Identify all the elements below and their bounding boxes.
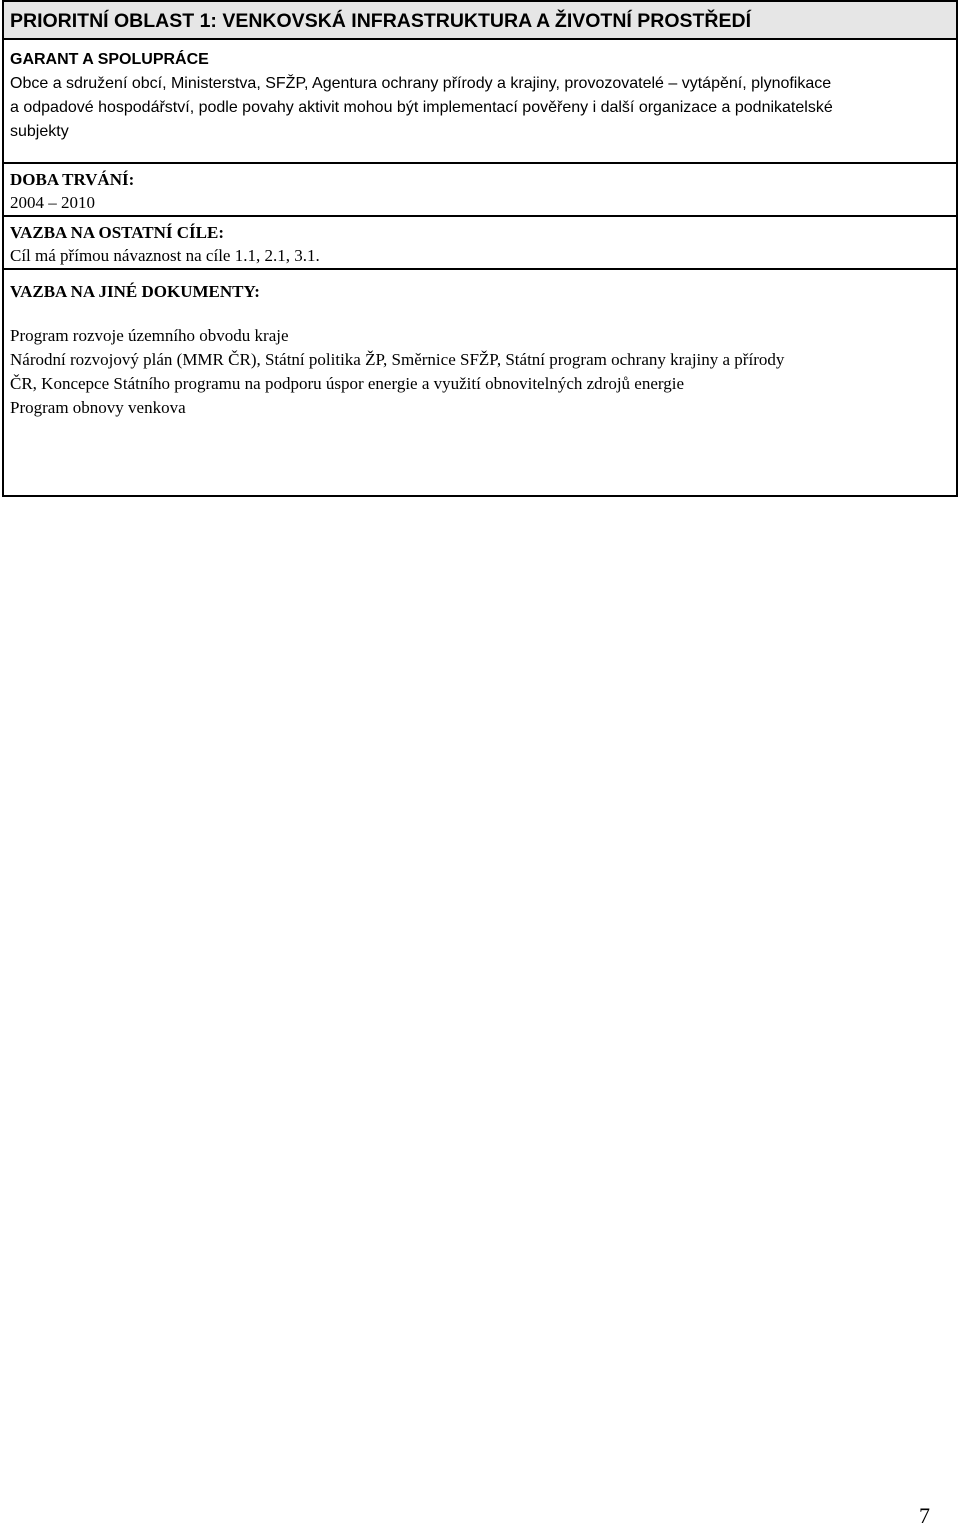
garant-row (4, 40, 956, 164)
garant-line: subjekty (10, 123, 69, 140)
duration-row (4, 164, 956, 217)
garant-label: GARANT A SPOLUPRÁCE (10, 51, 209, 68)
garant-line: a odpadové hospodářství, podle povahy aktivit mohou být implementací pověřeny i další organizace a podnikatelské (10, 99, 833, 116)
document-line: Národní rozvojový plán (MMR ČR), Státní politika ŽP, Směrnice SFŽP, Státní program ochrany krajiny a přírody (10, 350, 785, 369)
goals-link-row (4, 217, 956, 270)
strategy-table (2, 0, 958, 497)
goals-link-value: Cíl má přímou návaznost na cíle 1.1, 2.1, 3.1. (10, 246, 320, 265)
duration-label: DOBA TRVÁNÍ: (10, 170, 135, 189)
title-row (4, 2, 956, 40)
page-number: 7 (919, 1503, 930, 1528)
goals-link-label: VAZBA NA OSTATNÍ CÍLE: (10, 223, 224, 242)
document-line: ČR, Koncepce Státního programu na podporu úspor energie a využití obnovitelných zdrojů energie (10, 374, 685, 393)
document-line: Program rozvoje územního obvodu kraje (10, 326, 289, 345)
documents-link-row (4, 270, 956, 495)
documents-link-label: VAZBA NA JINÉ DOKUMENTY: (10, 282, 260, 301)
duration-value: 2004 – 2010 (10, 193, 95, 212)
document-line: Program obnovy venkova (10, 398, 186, 417)
section-title: PRIORITNÍ OBLAST 1: VENKOVSKÁ INFRASTRUKTURA A ŽIVOTNÍ PROSTŘEDÍ (10, 10, 752, 32)
garant-line: Obce a sdružení obcí, Ministerstva, SFŽP, Agentura ochrany přírody a krajiny, provozovatelé – vytápění, plynofikace (10, 75, 832, 92)
